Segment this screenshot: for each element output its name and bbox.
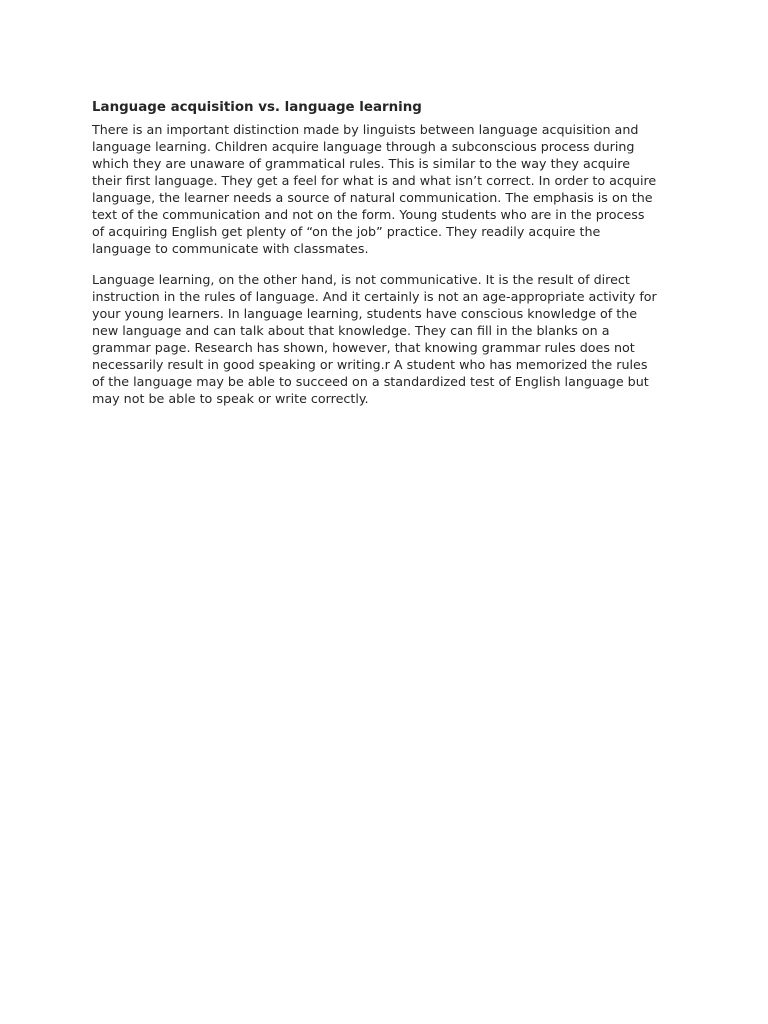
paragraph-line: Language learning, on the other hand, is not communicative. It is the result of direct [92,272,630,287]
paragraph-line: language learning. Children acquire language through a subconscious process during [92,139,635,154]
paragraph-line: your young learners. In language learning, students have conscious knowledge of the [92,306,638,321]
paragraph-line: necessarily result in good speaking or writing.r A student who has memorized the rules [92,357,648,372]
paragraph-line: new language and can talk about that knowledge. They can fill in the blanks on a [92,323,610,338]
document-page [92,99,692,407]
paragraph-line: their first language. They get a feel for what is and what isn’t correct. In order to acquire [92,173,657,188]
paragraph-line: There is an important distinction made by linguists between language acquisition and [92,122,639,137]
document-title: Language acquisition vs. language learning [92,100,422,115]
paragraph-line: grammar page. Research has shown, however, that knowing grammar rules does not [92,340,635,355]
paragraph-acquisition [92,121,692,257]
paragraph-line: of acquiring English get plenty of “on the job” practice. They readily acquire the [92,224,601,239]
paragraph-line: of the language may be able to succeed on a standardized test of English language but [92,374,649,389]
paragraph-line: which they are unaware of grammatical rules. This is similar to the way they acquire [92,156,631,171]
paragraph-line: instruction in the rules of language. And it certainly is not an age-appropriate activity for [92,289,657,304]
paragraph-line: language to communicate with classmates. [92,241,369,256]
paragraph-learning [92,271,692,407]
paragraph-line: may not be able to speak or write correctly. [92,391,369,406]
paragraph-line: language, the learner needs a source of natural communication. The emphasis is on the [92,190,653,205]
paragraph-line: text of the communication and not on the form. Young students who are in the process [92,207,645,222]
